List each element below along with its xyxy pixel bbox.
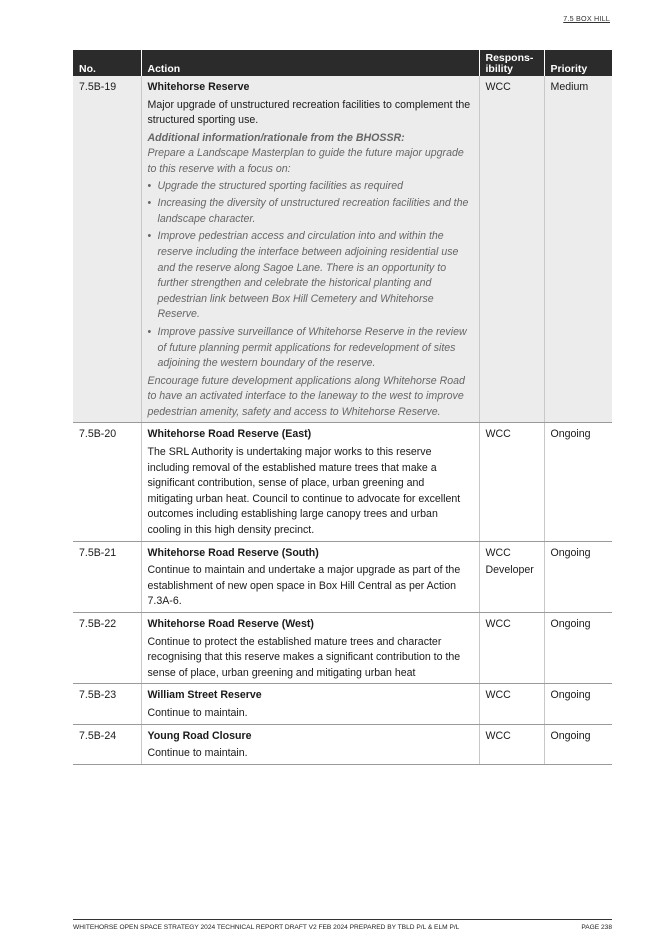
list-item	[147, 325, 473, 372]
table-row	[73, 541, 612, 612]
action-description	[141, 541, 479, 612]
action-description	[141, 423, 479, 541]
table-row	[73, 76, 612, 423]
rationale-intro: Prepare a Landscape Masterplan to guide the future major upgrade to this reserve with a focus on:	[147, 147, 464, 175]
action-description	[141, 76, 479, 423]
action-title: Whitehorse Road Reserve (South)	[147, 546, 319, 559]
table-row	[73, 684, 612, 724]
table-row	[73, 613, 612, 684]
action-responsibility	[479, 613, 544, 684]
responsibility-item: WCC	[485, 689, 511, 702]
footer-document-info: WHITEHORSE OPEN SPACE STRATEGY 2024 TECHNICAL REPORT DRAFT V2 FEB 2024 PREPARED BY TBLD P/L & ELM P/L	[73, 924, 460, 931]
action-title: Young Road Closure	[147, 729, 252, 742]
section-tag: 7.5 BOX HILL	[563, 14, 610, 23]
actions-table	[73, 50, 612, 765]
bullet-text: Improve pedestrian access and circulation into and within the reserve including the interface between adjoining residential use and the reserve along Sagoe Lane. There is an opportunity to further strengthen and celebrate the historical planting and pedestrian link between Box Hill Cemetery and Whitehorse Reserve.	[157, 230, 459, 321]
table-row	[73, 423, 612, 541]
bullet-text: Upgrade the structured sporting facilities as required	[157, 179, 404, 192]
action-body: Continue to maintain.	[147, 706, 248, 719]
list-item	[147, 229, 473, 323]
list-item	[147, 196, 473, 227]
responsibility-item: Developer	[485, 564, 534, 577]
action-no: 7.5B-20	[73, 423, 141, 541]
action-no: 7.5B-23	[73, 684, 141, 724]
action-priority: Ongoing	[544, 613, 612, 684]
action-body: Continue to maintain and undertake a major upgrade as part of the establishment of new open space in Box Hill Central as per Action 7.3A-6.	[147, 564, 461, 608]
bullet-icon: •	[147, 325, 152, 338]
rationale-bullet-list	[148, 179, 473, 372]
action-body: Continue to protect the established mature trees and character recognising that this reserve makes a significant contribution to the sense of place, urban greening and mitigating urban heat	[147, 635, 461, 679]
action-body: Continue to maintain.	[147, 747, 248, 760]
bullet-text: Improve passive surveillance of Whitehorse Reserve in the review of future planning permit applications for redevelopment of sites adjoining the western boundary of the reserve.	[157, 325, 467, 370]
action-body: Major upgrade of unstructured recreation facilities to complement the structured sporting use.	[147, 98, 471, 127]
bullet-text: Increasing the diversity of unstructured recreation facilities and the landscape character.	[157, 197, 469, 225]
action-no: 7.5B-24	[73, 724, 141, 764]
action-responsibility	[479, 76, 544, 423]
action-priority: Ongoing	[544, 684, 612, 724]
table-header-row	[73, 50, 612, 76]
action-priority: Ongoing	[544, 423, 612, 541]
list-item	[147, 179, 473, 195]
action-title: Whitehorse Road Reserve (East)	[147, 428, 312, 441]
bullet-icon: •	[147, 197, 152, 210]
footer-page-number: PAGE 238	[581, 924, 612, 931]
action-title: Whitehorse Road Reserve (West)	[147, 618, 314, 630]
action-no: 7.5B-22	[73, 613, 141, 684]
page-footer	[73, 919, 612, 931]
action-responsibility	[479, 724, 544, 764]
action-description	[141, 684, 479, 724]
responsibility-item: WCC	[485, 428, 511, 441]
responsibility-item: WCC	[485, 81, 511, 93]
action-description	[141, 724, 479, 764]
rationale-outro: Encourage future development applications along Whitehorse Road to have an activated interface to the laneway to the west to improve pedestrian amenity, safety and access to Whitehorse Reserve.	[147, 374, 465, 418]
header-action: Action	[141, 50, 479, 76]
action-title: William Street Reserve	[147, 689, 262, 702]
responsibility-item: WCC	[485, 618, 511, 630]
action-responsibility	[479, 684, 544, 724]
action-responsibility	[479, 541, 544, 612]
responsibility-item: WCC	[485, 729, 511, 742]
bullet-icon: •	[147, 179, 152, 192]
action-no: 7.5B-21	[73, 541, 141, 612]
rationale-heading: Additional information/rationale from the BHOSSR:	[147, 131, 405, 144]
action-description	[141, 613, 479, 684]
header-no: No.	[73, 50, 141, 76]
table-row	[73, 724, 612, 764]
action-body: The SRL Authority is undertaking major works to this reserve including removal of the established mature trees that make a significant contribution, sense of place, urban greening and mitigating urban heat. Council to continue to advocate for excellent outcomes including establishing large canopy trees and urban cooling in this high density precinct.	[147, 446, 461, 537]
action-title: Whitehorse Reserve	[147, 81, 250, 93]
action-no: 7.5B-19	[73, 76, 141, 423]
action-priority: Medium	[544, 76, 612, 423]
header-responsibility: Respons- ibility	[479, 50, 544, 76]
action-priority: Ongoing	[544, 724, 612, 764]
bullet-icon: •	[147, 230, 152, 243]
action-responsibility	[479, 423, 544, 541]
header-priority: Priority	[544, 50, 612, 76]
action-priority: Ongoing	[544, 541, 612, 612]
responsibility-item: WCC	[485, 546, 511, 559]
